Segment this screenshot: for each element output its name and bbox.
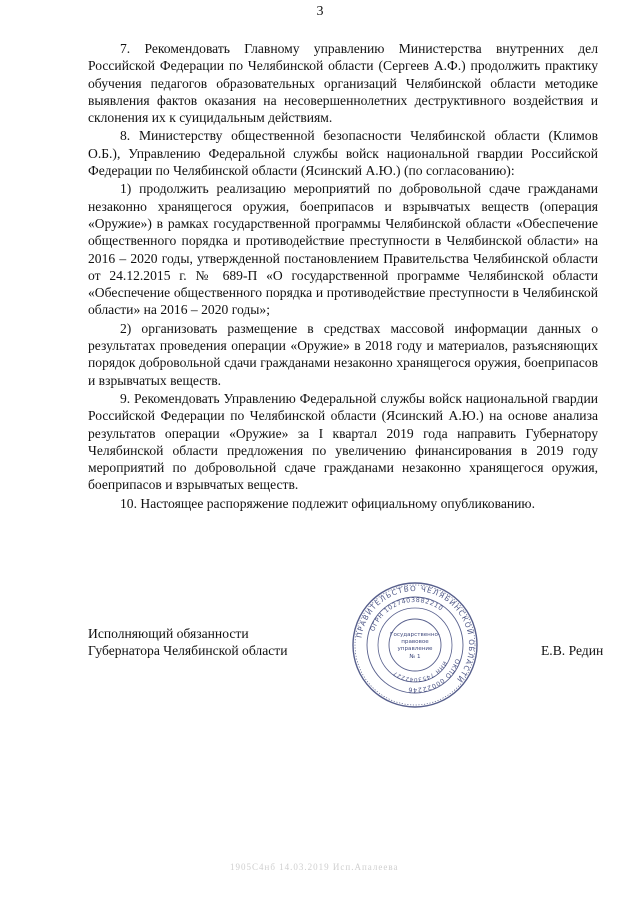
paragraph-subitem-1: 1) продолжить реализацию мероприятий по добровольной сдаче гражданами незаконно хранящегося оружия, боеприпасов и взрывчатых веществ (операция «Оружие») в рамках государственной программы Челябинской области «Обеспечение общественного порядка и противодействие преступности в Челябинской области» на 2016 – 2020 годы, утвержденной постановлением Правительства Челябинской области от 24.12.2015 г. № 689-П «О государственной программе Челябинской области «Обеспечение общественного порядка и противодействие преступности в Челябинской области» на 2016 – 2020 годы»; — [88, 181, 598, 318]
official-seal-icon — [350, 580, 480, 710]
seal-okpo-text: ОКПО 00022246 — [407, 657, 461, 694]
page-number: 3 — [316, 4, 324, 19]
seal-ogrn-text: ОГРН 1027403882210 — [369, 596, 445, 633]
paragraph-item-10: 10. Настоящее распоряжение подлежит официальному опубликованию. — [120, 495, 535, 511]
signer-name: Е.В. Редин — [541, 643, 604, 658]
signature-position — [88, 625, 288, 660]
seal-inn-text: ИНН 7453042227 — [392, 659, 448, 683]
paragraph-item-7: 7. Рекомендовать Главному управлению Министерства внутренних дел Российской Федерации по Челябинской области (Сергеев А.Ф.) продолжить практику обучения педагогов образовательных организаций Челябинской области методике выявления фактов оказания на несовершеннолетних деструктивного воздействия и склонения их к суицидальным действиям. — [88, 41, 598, 126]
paragraph-subitem-2: 2) организовать размещение в средствах массовой информации данных о результатах проведения операции «Оружие» в 2018 году и материалов, разъясняющих порядок добровольной сдачи гражданами незаконно хранящегося оружия, боеприпасов и взрывчатых веществ. — [88, 320, 598, 388]
paragraph-item-9: 9. Рекомендовать Управлению Федеральной службы войск национальной гвардии Российской Федерации по Челябинской области (Ясинский А.Ю.) на основе анализа результатов операции «Оружие» за I квартал 2019 года направить Губернатору Челябинской области предложения по увеличению финансирования в 2019 году мероприятий по добровольной сдаче гражданами незаконно хранящегося оружия, боеприпасов и взрывчатых веществ. — [88, 390, 598, 493]
footer-code: 1905С4нб 14.03.2019 Исп.Апалеева — [230, 862, 399, 872]
seal-center-line-4: № 1 — [409, 654, 421, 660]
signature-position-line-1: Исполняющий обязанности — [88, 626, 249, 641]
document-body — [88, 40, 598, 512]
paragraph-item-8: 8. Министерству общественной безопасности Челябинской области (Климов О.Б.), Управлению Федеральной службы войск национальной гвардии Российской Федерации по Челябинской области (Ясинский А.Ю.) (по согласованию): — [88, 128, 598, 179]
seal-outer-text: ПРАВИТЕЛЬСТВО ЧЕЛЯБИНСКОЙ ОБЛАСТИ — [354, 583, 477, 685]
seal-center-line-3: управление — [397, 646, 433, 652]
seal-center-line-2: правовое — [401, 639, 429, 645]
signature-position-line-2: Губернатора Челябинской области — [88, 643, 288, 659]
seal-center-line-1: Государственно- — [390, 632, 440, 638]
